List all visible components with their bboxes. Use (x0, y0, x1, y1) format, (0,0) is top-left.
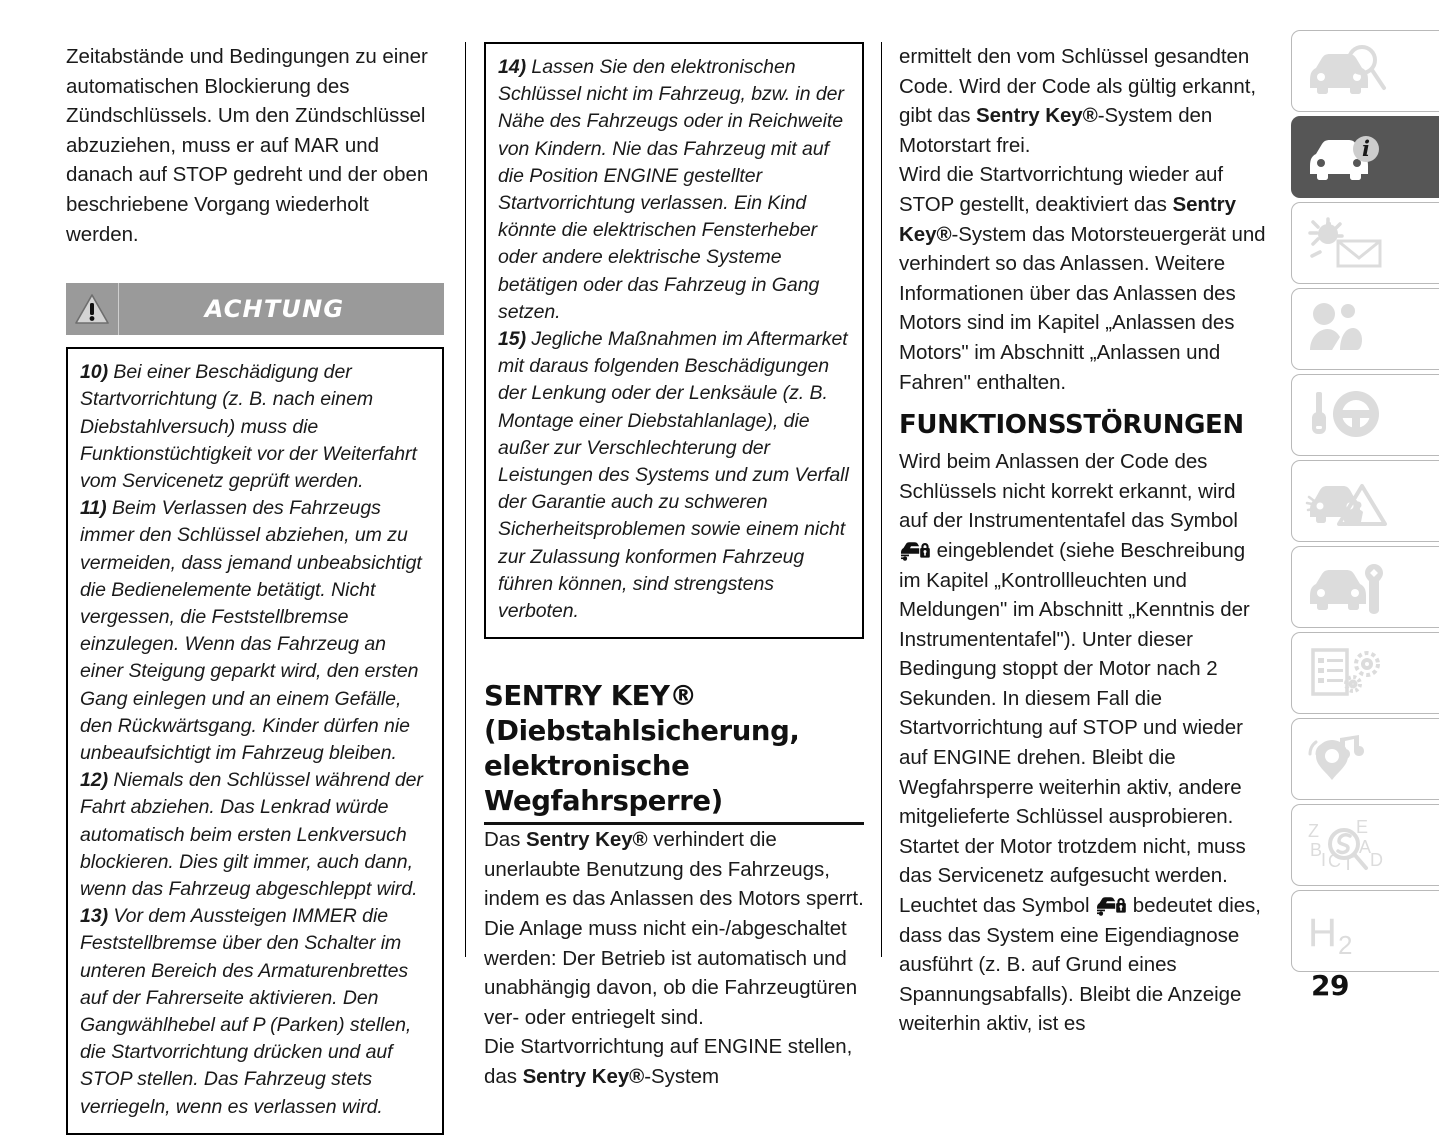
sidebar-item-emergency-warning[interactable] (1291, 460, 1439, 542)
sidebar-item-car-info[interactable] (1291, 116, 1439, 198)
achtung-title: ACHTUNG (204, 295, 345, 324)
warning-item-number: 13) (80, 905, 109, 928)
left-column (66, 42, 444, 1135)
body-text: Leuchtet das Symbol (899, 894, 1096, 918)
body-text: Wird beim Anlassen der Code des Schlüssels nicht korrekt erkannt, wird auf der Instrumententafel das Symbol (899, 450, 1238, 533)
warning-item (80, 495, 430, 767)
sidebar-item-car-inspection[interactable] (1291, 30, 1439, 112)
svg-text:Z: Z (1308, 821, 1319, 841)
warning-item (498, 54, 850, 326)
body-text: Die Anlage muss nicht ein-/abgeschaltet werden: Der Betrieb ist automatisch und unabhängig davon, ob die Fahrzeugtüren ver- oder entriegelt sind. (484, 917, 858, 1029)
warning-item-text: Bei einer Beschädigung der Startvorrichtung (z. B. nach einem Diebstahlversuch) muss die Funktionstüchtigkeit vor der Weiterfahrt vom Servicenetz geprüft werden. (80, 361, 417, 492)
emphasis-text: Sentry Key® (525, 828, 648, 852)
svg-text:E: E (1356, 818, 1369, 837)
car-inspection-icon (1304, 44, 1390, 98)
warning-item-text: Lassen Sie den elektronischen Schlüssel nicht im Fahrzeug, bzw. in der Nähe des Fahrzeugs oder in Reichweite von Kindern. Nie das Fahrzeug mit auf die Position ENGINE gestellter Startvorrichtung verlassen. Ein Kind könnte die elektrischen Fensterheber oder andere elektrische Systeme betätigen oder das Fahrzeug in Gang setzen. (498, 56, 844, 323)
svg-text:T: T (1342, 853, 1355, 872)
sentry-key-heading: SENTRY KEY® (Diebstahlsicherung, elektronische Wegfahrsperre) (484, 679, 864, 825)
column-divider-left (465, 42, 466, 957)
body-paragraph (899, 891, 1269, 1039)
svg-text:D: D (1370, 850, 1383, 870)
svg-text:C: C (1328, 851, 1341, 871)
achtung-items-box-left (66, 347, 444, 1135)
alphabetical-index-icon (1304, 818, 1390, 872)
middle-column (484, 42, 864, 1092)
warning-item-number: 15) (498, 328, 527, 351)
body-text: -System (644, 1065, 720, 1089)
right-column (899, 42, 1269, 1039)
body-paragraph (899, 447, 1269, 891)
car-info-icon (1304, 130, 1390, 184)
warning-item (498, 326, 850, 625)
page-number: 29 (1311, 969, 1349, 1002)
svg-text:i: i (1362, 136, 1370, 161)
body-paragraph (899, 160, 1269, 397)
lights-and-wipers-icon (1304, 216, 1390, 270)
emphasis-text: Sentry Key® (522, 1065, 645, 1089)
sentry-key-body (484, 825, 864, 1091)
hydrogen-h2-icon (1304, 904, 1390, 958)
warning-item (80, 903, 430, 1121)
body-text: Das (484, 828, 526, 852)
sidebar-item-alphabetical-index[interactable] (1291, 804, 1439, 886)
emphasis-text: Sentry Key® (899, 192, 1236, 246)
sidebar-item-specifications[interactable] (1291, 632, 1439, 714)
sidebar-item-airbag-safety[interactable] (1291, 288, 1439, 370)
warning-item-text: Vor dem Aussteigen IMMER die Feststellbremse über den Schalter im unteren Bereich des Armaturenbrettes auf der Fahrerseite aktivieren. Den Gangwählhebel auf P (Parken) stellen, die Startvorrichtung drücken und auf STOP stellen. Das Fahrzeug stets verriegeln, wenn es verlassen wird. (80, 905, 412, 1118)
warning-triangle-icon (66, 283, 119, 335)
car-lock-telltale-icon (900, 540, 930, 561)
warning-item-number: 10) (80, 361, 109, 384)
sidebar-item-multimedia-audio[interactable] (1291, 718, 1439, 800)
warning-item-text: Niemals den Schlüssel während der Fahrt abziehen. Das Lenkrad würde automatisch beim ersten Lenkversuch blockieren. Dies gilt immer, auch dann, wenn das Fahrzeug abgeschleppt wird. (80, 769, 423, 901)
airbag-safety-icon (1304, 302, 1390, 356)
car-maintenance-icon (1304, 560, 1390, 614)
multimedia-audio-icon (1304, 732, 1390, 786)
specifications-icon (1304, 646, 1390, 700)
body-text: ermittelt den vom Schlüssel gesandten Code. Wird der Code als gültig erkannt, gibt das (899, 45, 1256, 128)
warning-item (80, 359, 430, 495)
warning-item-number: 12) (80, 769, 109, 792)
sidebar-item-lights-and-wipers[interactable] (1291, 202, 1439, 284)
funktionsstoerungen-body (899, 447, 1269, 1039)
body-paragraph (484, 825, 864, 914)
body-text: verhindert die unerlaubte Benutzung des Fahrzeugs, indem es das Anlassen des Motors sperrt. (484, 828, 864, 911)
svg-text:2: 2 (1338, 930, 1353, 958)
body-paragraph (484, 1032, 864, 1091)
car-lock-telltale-icon (1096, 895, 1126, 916)
achtung-items-box-middle (484, 42, 864, 639)
warning-item-text: Beim Verlassen des Fahrzeugs immer den Schlüssel abziehen, um zu vermeiden, dass jemand unbeabsichtigt die Bedienelemente betätigt. Nicht vergessen, die Feststellbremse einzulegen. Wenn das Fahrzeug an einer Steigung geparkt wird, den ersten Gang einlegen und an einem Gefälle, den Rückwärtsgang. Kinder dürfen nie unbeaufsichtigt im Fahrzeug bleiben. (80, 497, 422, 764)
body-paragraph (484, 914, 864, 1032)
body-text: -System den Motorstart frei. (899, 104, 1213, 157)
key-and-steering-icon (1304, 388, 1390, 442)
sidebar-item-car-maintenance[interactable] (1291, 546, 1439, 628)
svg-text:I: I (1321, 850, 1327, 870)
sidebar-item-hydrogen[interactable] (1291, 890, 1439, 972)
warning-item-number: 14) (498, 56, 527, 78)
svg-text:A: A (1359, 837, 1372, 857)
emphasis-text: Sentry Key® (976, 104, 1098, 128)
sentry-key-continuation (899, 42, 1269, 397)
sidebar-item-key-and-steering[interactable] (1291, 374, 1439, 456)
funktionsstoerungen-heading: FUNKTIONSSTÖRUNGEN (899, 410, 1244, 441)
body-text: bedeutet dies, dass das System eine Eigendiagnose ausführt (z. B. auf Grund eines Spannungsabfalls). Bleibt die Anzeige weiterhin aktiv, ist es (899, 894, 1261, 1036)
column-divider-right (881, 42, 882, 957)
intro-paragraph: Zeitabstände und Bedingungen zu einer automatischen Blockierung des Zündschlüssels. Um den Zündschlüssel abzuziehen, muss er auf MAR und danach auf STOP gedreht und der oben beschriebene Vorgang wiederholt werden. (66, 45, 429, 246)
svg-text:H: H (1308, 911, 1337, 955)
body-text: eingeblendet (siehe Beschreibung im Kapitel „Kontrollleuchten und Meldungen" im Abschnitt „Kenntnis der Instrumententafel"). Unter dieser Bedingung stoppt der Motor nach 2 Sekunden. In diesem Fall die Startvorrichtung auf STOP und wieder auf ENGINE drehen. Bleibt die Wegfahrsperre weiterhin aktiv, andere mitgelieferte Schlüssel ausprobieren. Startet der Motor trotzdem nicht, muss das Servicenetz aufgesucht werden. (899, 538, 1250, 888)
body-text: -System das Motorsteuergerät und verhindert so das Anlassen. Weitere Informationen über das Anlassen des Motors sind im Kapitel „Anlassen des Motors" im Abschnitt „Anlassen und Fahren" enthalten. (899, 222, 1266, 394)
body-text: Die Startvorrichtung auf ENGINE stellen, das (484, 1035, 853, 1089)
warning-item-number: 11) (80, 497, 107, 520)
achtung-header-bar (66, 283, 444, 335)
warning-item (80, 767, 430, 903)
chapter-tab-strip[interactable] (1291, 30, 1439, 976)
warning-item-text: Jegliche Maßnahmen im Aftermarket mit daraus folgenden Beschädigungen der Lenkung oder der Lenksäule (z. B. Montage einer Diebstahlanlage), die außer zur Verschlechterung der Leistungen des Systems und zum Verfall der Garantie auch zu schweren Sicherheitsproblemen sowie einem nicht zur Zulassung konformen Fahrzeug führen können, sind strengstens verboten. (498, 328, 849, 623)
svg-text:B: B (1310, 840, 1323, 860)
emergency-warning-icon (1304, 474, 1390, 528)
body-text: Wird die Startvorrichtung wieder auf STOP gestellt, deaktiviert das (899, 163, 1224, 216)
body-paragraph (899, 42, 1269, 160)
